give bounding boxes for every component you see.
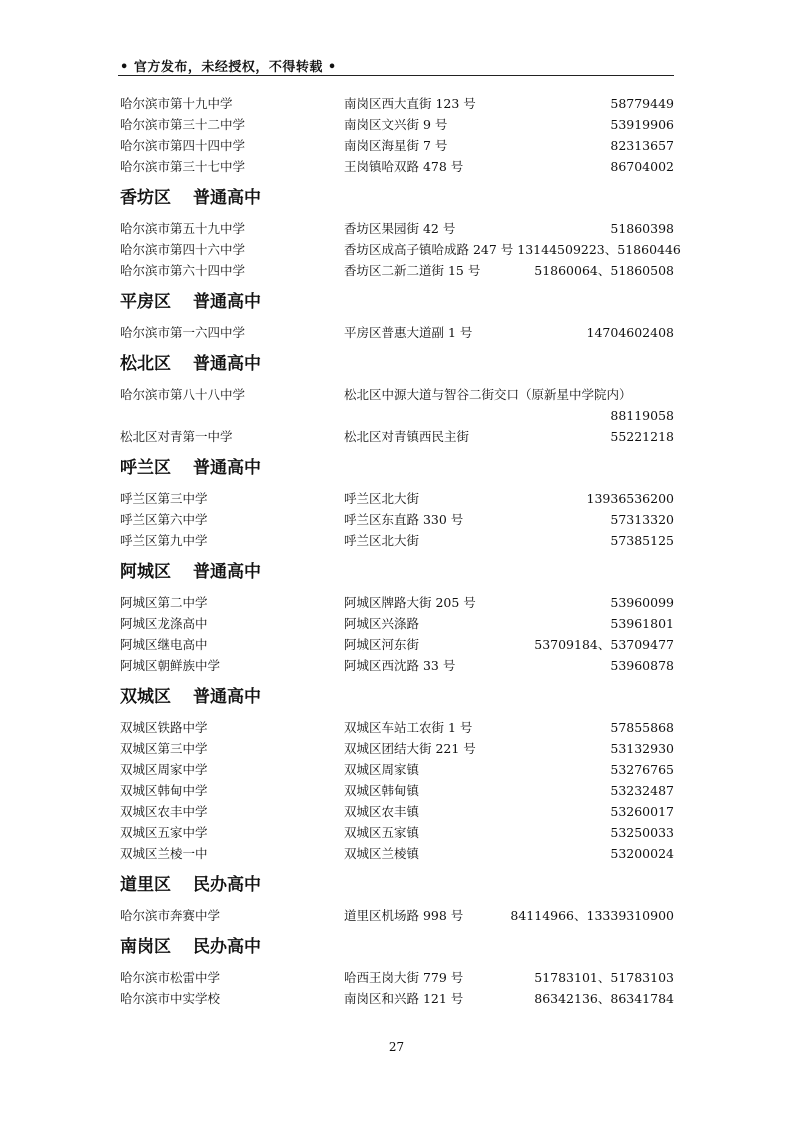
school-row bbox=[120, 488, 674, 509]
section-heading bbox=[120, 864, 674, 905]
school-address: 王岗镇哈双路 478 号 bbox=[344, 159, 464, 174]
school-row bbox=[120, 988, 674, 1009]
school-phone: 58779449 bbox=[610, 96, 674, 111]
school-address: 南岗区海星街 7 号 bbox=[344, 138, 448, 153]
school-row bbox=[120, 738, 674, 759]
school-type: 普通高中 bbox=[193, 458, 261, 478]
page-header-notice: • 官方发布，未经授权，不得转载 • bbox=[120, 60, 337, 75]
school-name: 哈尔滨市第八十八中学 bbox=[120, 387, 246, 402]
school-name: 双城区铁路中学 bbox=[120, 720, 208, 735]
school-type: 民办高中 bbox=[193, 937, 261, 957]
school-row bbox=[120, 384, 674, 426]
school-phone: 82313657 bbox=[610, 138, 674, 153]
school-address: 双城区团结大街 221 号 bbox=[344, 741, 476, 756]
school-phone: 51860064、51860508 bbox=[534, 263, 674, 278]
school-row bbox=[120, 322, 674, 343]
school-address: 香坊区成高子镇哈成路 247 号 13144509223、51860446 bbox=[344, 242, 681, 257]
school-address: 双城区兰棱镇 bbox=[344, 846, 420, 861]
school-address: 阿城区牌路大街 205 号 bbox=[344, 595, 476, 610]
school-address: 松北区对青镇西民主街 bbox=[344, 429, 470, 444]
school-name: 哈尔滨市第四十六中学 bbox=[120, 242, 246, 257]
school-phone: 53232487 bbox=[610, 783, 674, 798]
school-directory bbox=[120, 93, 681, 1009]
school-address: 香坊区果园街 42 号 bbox=[344, 221, 456, 236]
school-name: 哈尔滨市第十九中学 bbox=[120, 96, 233, 111]
school-address: 呼兰区北大街 bbox=[344, 533, 420, 548]
school-row bbox=[120, 905, 674, 926]
school-name: 双城区第三中学 bbox=[120, 741, 208, 756]
school-name: 双城区韩甸中学 bbox=[120, 783, 208, 798]
section-heading bbox=[120, 177, 674, 218]
school-row bbox=[120, 530, 674, 551]
school-phone: 84114966、13339310900 bbox=[510, 908, 674, 923]
district-name: 呼兰区 bbox=[120, 458, 171, 478]
school-phone: 53960099 bbox=[610, 595, 674, 610]
school-row bbox=[120, 426, 674, 447]
school-name: 双城区农丰中学 bbox=[120, 804, 208, 819]
school-row bbox=[120, 156, 674, 177]
school-row bbox=[120, 114, 674, 135]
school-address: 香坊区二新二道街 15 号 bbox=[344, 263, 481, 278]
school-type: 普通高中 bbox=[193, 292, 261, 312]
section-heading bbox=[120, 551, 674, 592]
school-address: 双城区五家镇 bbox=[344, 825, 420, 840]
school-phone: 51783101、51783103 bbox=[534, 970, 674, 985]
school-phone: 86704002 bbox=[610, 159, 674, 174]
school-name: 阿城区继电高中 bbox=[120, 637, 208, 652]
school-address: 双城区周家镇 bbox=[344, 762, 420, 777]
school-name: 松北区对青第一中学 bbox=[120, 429, 233, 444]
school-phone: 53276765 bbox=[610, 762, 674, 777]
school-name: 双城区兰棱一中 bbox=[120, 846, 208, 861]
school-address: 双城区农丰镇 bbox=[344, 804, 420, 819]
school-name: 阿城区朝鲜族中学 bbox=[120, 658, 221, 673]
section-heading bbox=[120, 447, 674, 488]
section-heading bbox=[120, 281, 674, 322]
section-heading bbox=[120, 343, 674, 384]
school-row bbox=[120, 260, 674, 281]
school-row bbox=[120, 592, 674, 613]
district-name: 双城区 bbox=[120, 687, 171, 707]
school-phone: 57313320 bbox=[610, 512, 674, 527]
school-name: 呼兰区第三中学 bbox=[120, 491, 208, 506]
school-phone: 53961801 bbox=[610, 616, 674, 631]
school-address: 南岗区和兴路 121 号 bbox=[344, 991, 464, 1006]
school-name: 哈尔滨市奔赛中学 bbox=[120, 908, 221, 923]
school-type: 普通高中 bbox=[193, 687, 261, 707]
school-type: 普通高中 bbox=[193, 354, 261, 374]
school-row bbox=[120, 239, 681, 260]
school-row bbox=[120, 218, 674, 239]
school-row bbox=[120, 801, 674, 822]
school-phone: 53960878 bbox=[610, 658, 674, 673]
school-address: 双城区韩甸镇 bbox=[344, 783, 420, 798]
district-name: 香坊区 bbox=[120, 188, 171, 208]
school-phone: 55221218 bbox=[610, 429, 674, 444]
school-row bbox=[120, 509, 674, 530]
school-name: 哈尔滨市第四十四中学 bbox=[120, 138, 246, 153]
school-name: 哈尔滨市中实学校 bbox=[120, 991, 221, 1006]
school-address: 阿城区兴涤路 bbox=[344, 616, 420, 631]
school-address: 平房区普惠大道副 1 号 bbox=[344, 325, 473, 340]
school-phone: 53250033 bbox=[610, 825, 674, 840]
school-row bbox=[120, 843, 674, 864]
school-phone: 13936536200 bbox=[586, 491, 674, 506]
school-row bbox=[120, 967, 674, 988]
header-divider bbox=[118, 75, 674, 76]
school-row bbox=[120, 135, 674, 156]
school-address: 双城区车站工农街 1 号 bbox=[344, 720, 473, 735]
school-row bbox=[120, 613, 674, 634]
school-row bbox=[120, 634, 674, 655]
school-phone: 57855868 bbox=[610, 720, 674, 735]
section-heading bbox=[120, 676, 674, 717]
school-type: 普通高中 bbox=[193, 562, 261, 582]
school-phone: 53709184、53709477 bbox=[534, 637, 674, 652]
school-phone: 53200024 bbox=[610, 846, 674, 861]
district-name: 阿城区 bbox=[120, 562, 171, 582]
school-name: 哈尔滨市第五十九中学 bbox=[120, 221, 246, 236]
school-name: 阿城区第二中学 bbox=[120, 595, 208, 610]
school-phone: 53132930 bbox=[610, 741, 674, 756]
school-phone: 14704602408 bbox=[586, 325, 674, 340]
school-name: 哈尔滨市第一六四中学 bbox=[120, 325, 246, 340]
school-phone: 51860398 bbox=[610, 221, 674, 236]
school-row bbox=[120, 759, 674, 780]
school-name: 哈尔滨市第六十四中学 bbox=[120, 263, 246, 278]
school-address: 阿城区西沈路 33 号 bbox=[344, 658, 456, 673]
school-phone: 57385125 bbox=[610, 533, 674, 548]
school-address: 呼兰区东直路 330 号 bbox=[344, 512, 464, 527]
school-type: 普通高中 bbox=[193, 188, 261, 208]
school-name: 哈尔滨市第三十二中学 bbox=[120, 117, 246, 132]
school-phone: 53919906 bbox=[610, 117, 674, 132]
school-phone: 88119058 bbox=[610, 408, 674, 423]
district-name: 南岗区 bbox=[120, 937, 171, 957]
school-row bbox=[120, 655, 674, 676]
district-name: 松北区 bbox=[120, 354, 171, 374]
school-address: 哈西王岗大街 779 号 bbox=[344, 970, 464, 985]
school-address: 呼兰区北大街 bbox=[344, 491, 420, 506]
district-name: 平房区 bbox=[120, 292, 171, 312]
school-name: 呼兰区第六中学 bbox=[120, 512, 208, 527]
school-address: 南岗区文兴街 9 号 bbox=[344, 117, 448, 132]
school-name: 呼兰区第九中学 bbox=[120, 533, 208, 548]
school-name: 哈尔滨市第三十七中学 bbox=[120, 159, 246, 174]
school-type: 民办高中 bbox=[193, 875, 261, 895]
school-row bbox=[120, 822, 674, 843]
page-number: 27 bbox=[388, 1040, 405, 1054]
school-name: 双城区五家中学 bbox=[120, 825, 208, 840]
school-row bbox=[120, 780, 674, 801]
section-heading bbox=[120, 926, 674, 967]
school-phone: 86342136、86341784 bbox=[534, 991, 674, 1006]
school-address: 南岗区西大直街 123 号 bbox=[344, 96, 476, 111]
district-name: 道里区 bbox=[120, 875, 171, 895]
school-name: 阿城区龙涤高中 bbox=[120, 616, 208, 631]
school-address: 阿城区河东街 bbox=[344, 637, 420, 652]
school-row bbox=[120, 717, 674, 738]
school-address: 松北区中源大道与智谷二街交口（原新星中学院内） bbox=[344, 387, 632, 402]
school-name: 双城区周家中学 bbox=[120, 762, 208, 777]
school-address: 道里区机场路 998 号 bbox=[344, 908, 464, 923]
school-name: 哈尔滨市松雷中学 bbox=[120, 970, 221, 985]
school-phone: 53260017 bbox=[610, 804, 674, 819]
school-row bbox=[120, 93, 674, 114]
